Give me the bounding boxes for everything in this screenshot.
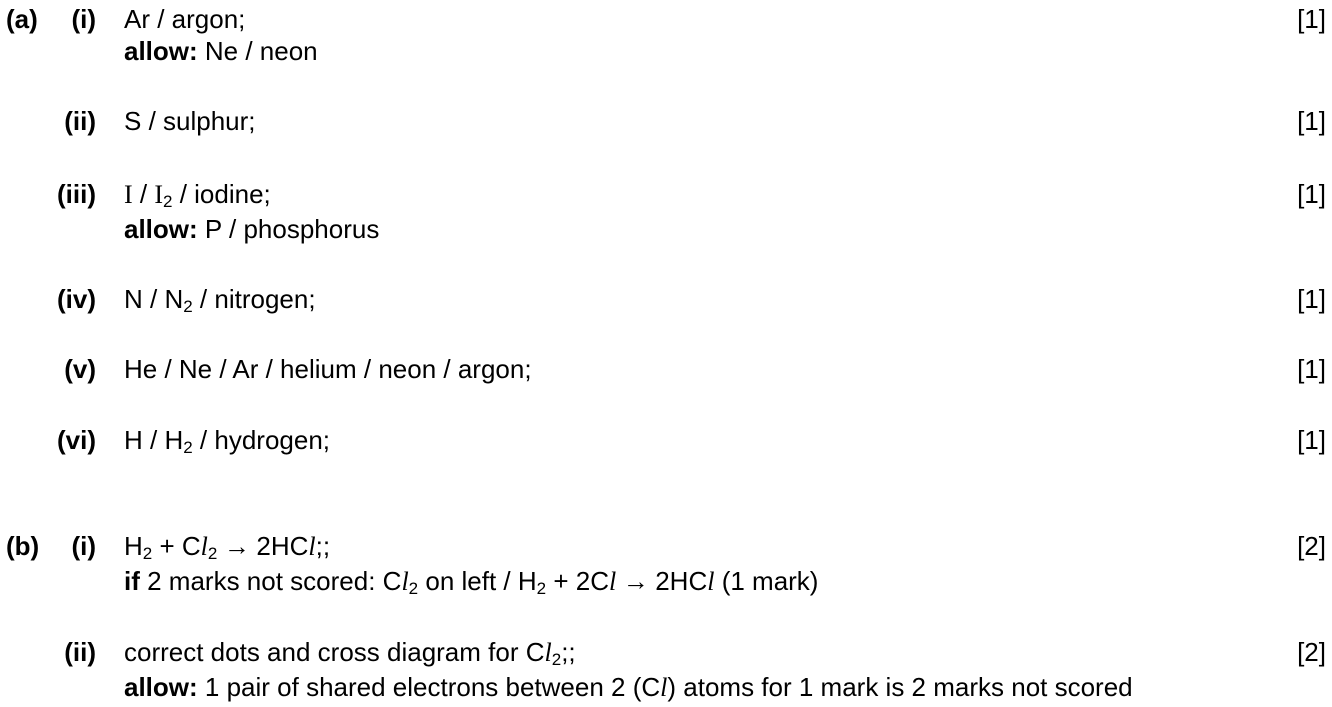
- a-iv-label: (iv): [57, 284, 96, 314]
- subscript: 2: [551, 650, 562, 669]
- subscript: 2: [142, 544, 153, 563]
- answer-text: correct dots and cross diagram for C: [124, 637, 545, 667]
- allow-label: allow:: [124, 214, 198, 244]
- subscript: 2: [163, 192, 173, 211]
- b-i-equation: [124, 531, 330, 562]
- iodine-symbol: I: [124, 180, 133, 209]
- subscript: 2: [183, 438, 193, 457]
- eq-arrow: →: [217, 532, 257, 561]
- if-text: 2 marks not scored: C: [139, 566, 402, 596]
- arrow: →: [616, 567, 656, 596]
- a-i-allow: [124, 36, 318, 66]
- b-i-marks: [2]: [1297, 531, 1326, 561]
- allow-label: allow:: [124, 672, 198, 702]
- if-text: + 2C: [546, 566, 609, 596]
- chlorine-l: l: [707, 567, 715, 596]
- a-iv-answer: [124, 284, 316, 314]
- b-ii-allow: [124, 672, 1133, 703]
- answer-rest: / nitrogen;: [192, 284, 316, 314]
- a-vi-marks: [1]: [1297, 425, 1326, 455]
- a-i-marks: [1]: [1297, 4, 1326, 34]
- a-iv-marks: [1]: [1297, 284, 1326, 314]
- if-label: if: [124, 566, 140, 596]
- a-iii-marks: [1]: [1297, 179, 1326, 209]
- answer-pre: N / N: [124, 284, 184, 314]
- if-text: on left / H: [418, 566, 537, 596]
- eq-end: ;;: [315, 531, 331, 561]
- eq-hydrogen: H: [124, 531, 143, 561]
- a-v-answer: He / Ne / Ar / helium / neon / argon;: [124, 354, 532, 384]
- eq-product-l: l: [308, 532, 316, 561]
- a-i-label: (i): [71, 4, 96, 34]
- eq-chlorine-l: l: [200, 532, 208, 561]
- allow-text: ) atoms for 1 mark is 2 marks not scored: [667, 672, 1133, 702]
- separator: /: [132, 179, 155, 209]
- b-ii-answer: [124, 637, 576, 668]
- b-ii-marks: [2]: [1297, 637, 1326, 667]
- b-i-if-line: [124, 566, 818, 597]
- chlorine-l: l: [401, 567, 409, 596]
- chlorine-l: l: [544, 638, 552, 667]
- eq-product: 2HC: [256, 531, 309, 561]
- answer-pre: H / H: [124, 425, 184, 455]
- a-i-answer: Ar / argon;: [124, 4, 246, 34]
- a-iii-allow: [124, 214, 379, 244]
- a-vi-answer: [124, 425, 330, 455]
- if-text: (1 mark): [714, 566, 819, 596]
- answer-end: ;;: [561, 637, 576, 667]
- if-text: 2HC: [655, 566, 708, 596]
- eq-plus: + C: [152, 531, 201, 561]
- b-ii-label: (ii): [64, 637, 96, 667]
- a-v-marks: [1]: [1297, 354, 1326, 384]
- a-ii-answer: S / sulphur;: [124, 106, 256, 136]
- subscript: 2: [183, 297, 193, 316]
- answer-rest: / iodine;: [172, 179, 271, 209]
- a-vi-label: (vi): [57, 425, 96, 455]
- answer-rest: / hydrogen;: [192, 425, 331, 455]
- part-a-label: (a): [6, 4, 38, 34]
- allow-text: Ne / neon: [197, 36, 318, 66]
- a-ii-marks: [1]: [1297, 106, 1326, 136]
- a-iii-answer: [124, 179, 271, 210]
- subscript: 2: [408, 579, 419, 598]
- iodine-molecule-symbol: I: [154, 180, 164, 209]
- allow-label: allow:: [124, 36, 198, 66]
- b-i-label: (i): [71, 531, 96, 561]
- a-v-label: (v): [64, 354, 96, 384]
- allow-text: P / phosphorus: [197, 214, 380, 244]
- subscript: 2: [207, 544, 218, 563]
- allow-text: 1 pair of shared electrons between 2 (C: [197, 672, 661, 702]
- a-iii-label: (iii): [57, 179, 96, 209]
- a-ii-label: (ii): [64, 106, 96, 136]
- part-b-label: (b): [6, 531, 40, 561]
- subscript: 2: [536, 579, 547, 598]
- chlorine-l: l: [660, 673, 668, 702]
- chlorine-l: l: [608, 567, 617, 596]
